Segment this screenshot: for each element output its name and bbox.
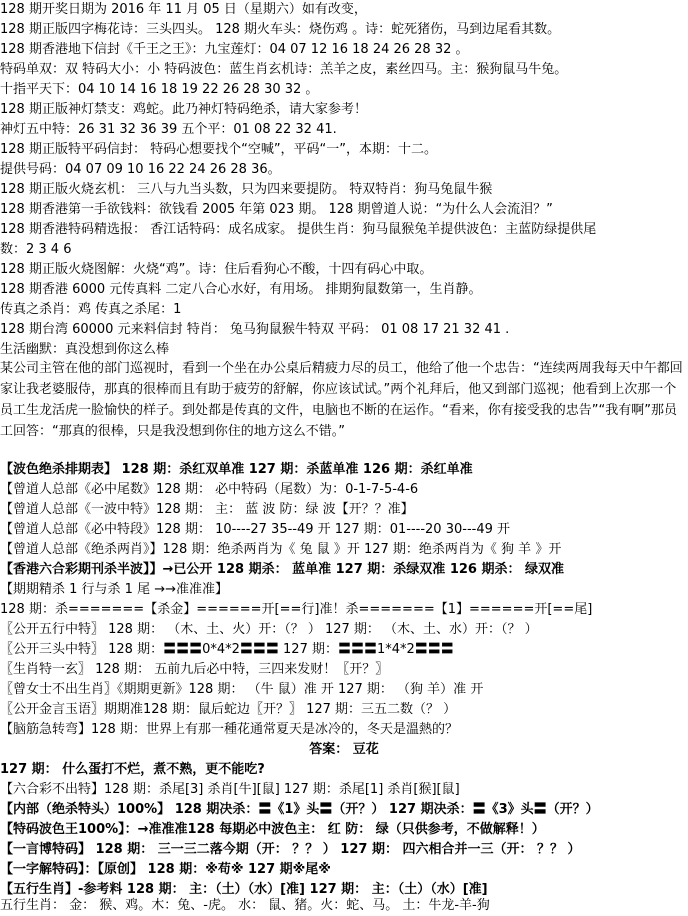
riddle-answer: 答案： 豆花 [309,742,379,757]
bottom-line-6: 【香港六合彩期刊杀半波】】→已公开 128 期杀： 蓝单准 127 期：杀绿双准 126 期杀： 绿双准 [0,562,565,577]
text-line-7: 神灯五中特：26 31 32 36 39 五个平：01 08 22 32 41. [0,122,337,137]
bottom-line-17: 【六合彩不出特】128 期：杀尾[3] 杀肖[牛][鼠] 127 期：杀尾[1] 杀肖[猴][鼠] [0,782,460,797]
text-line-16: 传真之杀肖：鸡 传真之杀尾：1 [0,302,182,317]
bottom-line-20: 【一言博特码】 128 期： 三一三二落今期（开： ？？ ） 127 期： 四六相合并一三（开： ？？ ） [0,842,581,857]
text-line-13: 数：2 3 4 6 [0,242,72,257]
text-line-3: 128 期香港地下信封《千王之王》：九宝莲灯：04 07 12 16 18 24 26 28 32 。 [0,42,469,57]
bottom-line-9: 〖公开五行中特〗 128 期： （木、土、火）开：（？ ） 127 期： （木、土、水）开：（？ ） [0,622,538,637]
text-line-11: 128 期香港第一手欲钱料：欲钱看 2005 年第 023 期。 128 期曾道人说：“为什么人会流泪？” [0,202,553,217]
text-line-17: 128 期台湾 60000 元来料信封 特肖： 兔马狗鼠猴牛特双 平码： 01 08 17 21 32 41 . [0,322,510,337]
bottom-line-22: 【五行生肖】-参考料 128 期： 主：（土）（水）[准] 127 期： 主：（土）（水）[准] [0,882,488,897]
bottom-line-11: 〖生肖特一玄〗 128 期： 五前九后必中特，三四来发财！〖开？〗 [0,662,389,677]
bottom-line-13: 〖公开金言玉语〗期期准128 期：鼠后蛇边〖开？〗 127 期：三五二数（？ ） [0,702,457,717]
bottom-line-21: 【一字解特码】：【原创】 128 期：※苟※ 127 期※尾※ [0,862,331,877]
bottom-line-18: 【内部（绝杀特头）100%】 128 期决杀：〓《1》头〓（开？） 127 期决杀：〓《3》头〓（开？） [0,802,599,817]
text-line-2: 128 期正版四字梅花诗：三头四头。 128 期火车头：烧伤鸡 。诗：蛇死猪伤，马到边尾看其数。 [0,22,561,37]
bottom-line-4: 【曾道人总部《必中特段》128 期： 10----27 35--49 开 127 期：01----20 30---49 开 [0,522,511,537]
text-line-10: 128 期正版火烧玄机： 三八与九当头数，只为四来要提防。 特双特肖：狗马兔鼠牛猴 [0,182,493,197]
text-line-14: 128 期正版火烧图解：火烧“鸡”。诗：住后看狗心不酸，十四有码心中取。 [0,262,433,277]
bottom-line-8: 128 期：杀=======【杀金】======开[==行]准！杀=======【1】======开[==尾] [0,602,593,617]
text-line-18: 生活幽默：真没想到你这么棒 [0,342,170,357]
text-line-15: 128 期香港 6000 元传真料 二定八合心水好，有用场。 排期狗鼠数第一，生肖静。 [0,282,482,297]
bottom-line-1: 【波色绝杀排期表】 128 期：杀红双单准 127 期：杀蓝单准 126 期：杀红单准 [0,462,473,477]
text-line-1: 128 期开奖日期为 2016 年 11 月 05 日（星期六）如有改变， [0,2,367,17]
text-line-8: 128 期正版特平码信封： 特码心想要找个“空喊”，平码“一”，本期：十二。 [0,142,438,157]
text-line-6: 128 期正版神灯禁支：鸡蛇。此乃神灯特码绝杀，请大家参考！ [0,102,367,117]
bottom-line-16: 127 期： 什么蛋打不烂，煮不熟，更不能吃? [0,762,265,777]
bottom-line-5: 【曾道人总部《绝杀两肖》】128 期：绝杀两肖为《 兔 鼠 》开 127 期：绝杀两肖为《 狗 羊 》开 [0,542,562,557]
bottom-line-23: 五行生肖： 金： 猴、鸡。木：兔、-虎。 水： 鼠、猪。火：蛇、马。 土：牛龙-羊-狗 [0,898,490,913]
text-line-9: 提供号码：04 07 09 10 16 22 24 26 28 36。 [0,162,281,177]
bottom-line-14: 【脑筋急转弯】128 期：世界上有那一種花通常夏天是冰冷的，冬天是溫熱的？ [0,722,458,737]
bottom-line-12: 〖曾女士不出生肖〗《期期更新》128 期： （牛 鼠）准 开 127 期： （狗 羊）准 开 [0,682,484,697]
bottom-line-3: 【曾道人总部《一波中特》128 期： 主： 蓝 波 防：绿 波【开？？准】 [0,502,414,517]
text-line-4: 特码单双：双 特码大小：小 特码波色：蓝生肖玄机诗：羔羊之皮，素丝四马。主：猴狗鼠马牛兔。 [0,62,568,77]
bottom-line-2: 【曾道人总部《必中尾数》128 期： 必中特码（尾数）为：0-1-7-5-4-6 [0,482,419,497]
text-line-12: 128 期香港特码精选报： 香江话特码：成名成家。 提供生肖：狗马鼠猴兔羊提供波色：主蓝防绿提供尾 [0,222,597,237]
text-line-5: 十指平天下：04 10 14 16 18 19 22 26 28 30 32 。 [0,82,319,97]
bottom-line-7: 【期期精杀 1 行与杀 1 尾 →→准准准】 [0,582,228,597]
bottom-line-19: 【特码波色王100%】：→准准准128 每期必中波色主： 红 防： 绿（只供参考，不做解释！） [0,822,545,837]
bottom-line-10: 〖公开三头中特〗 128 期：〓〓〓0*4*2〓〓〓 127 期：〓〓〓1*4*2〓〓〓 [0,642,454,657]
joke-paragraph: 某公司主管在他的部门巡视时，看到一个坐在办公桌后精疲力尽的员工，他给了他一个忠告：“连续两周我每天中午都回家让我老婆服侍，那真的很棒而且有助于疲劳的舒解，你应该试试。”两个礼拜后，他又到部门巡视；他看到上次那一个员工生龙活虎一脸愉快的样子。到处都是传真的文件，电脑也不断的在运作。“看来，你有接受我的忠告”“我有啊”那员工回答：“那真的很棒，只是我没想到你住的地方这么不错。” [0,361,683,439]
